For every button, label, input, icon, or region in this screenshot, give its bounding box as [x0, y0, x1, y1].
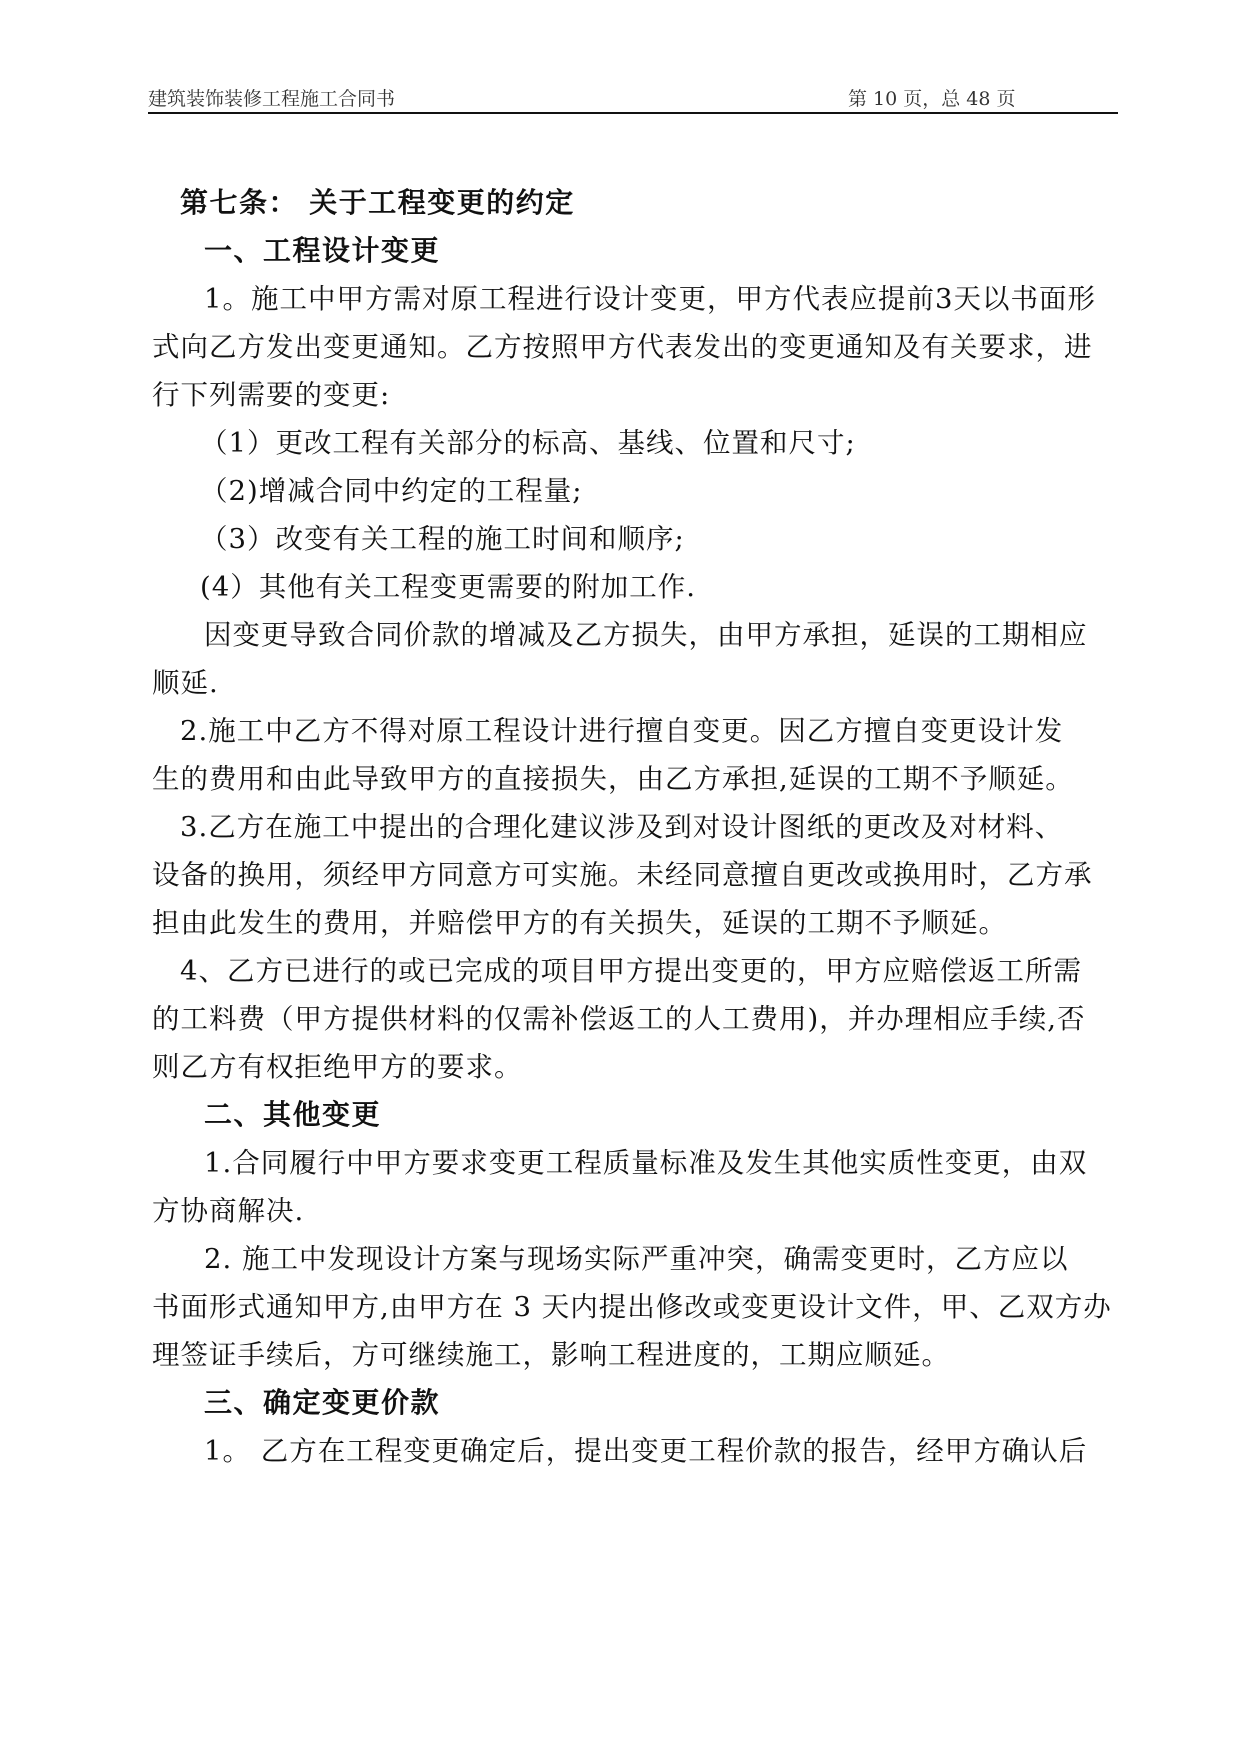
paragraph-line: 生的费用和由此导致甲方的直接损失，由乙方承担,延误的工期不予顺延。: [152, 763, 1074, 795]
paragraph-line: 1.合同履行中甲方要求变更工程质量标准及发生其他实质性变更，由双: [204, 1147, 1088, 1179]
paragraph-line: 理签证手续后，方可继续施工，影响工程进度的，工期应顺延。: [152, 1339, 950, 1371]
paragraph-line: 2.施工中乙方不得对原工程设计进行擅自变更。因乙方擅自变更设计发: [180, 715, 1064, 747]
paragraph-line: 担由此发生的费用，并赔偿甲方的有关损失，延误的工期不予顺延。: [152, 907, 1007, 939]
paragraph-line: 书面形式通知甲方,由甲方在 3 天内提出修改或变更设计文件，甲、乙双方办: [152, 1291, 1112, 1323]
paragraph-line: 行下列需要的变更:: [152, 379, 391, 411]
paragraph-line: 设备的换用，须经甲方同意方可实施。未经同意擅自更改或换用时，乙方承: [152, 859, 1093, 891]
page-header: [148, 84, 1118, 114]
paragraph-line: 式向乙方发出变更通知。乙方按照甲方代表发出的变更通知及有关要求，进: [152, 331, 1093, 363]
paragraph-line: 4、乙方已进行的或已完成的项目甲方提出变更的，甲方应赔偿返工所需: [180, 955, 1082, 987]
section-heading: 二、其他变更: [204, 1098, 382, 1131]
paragraph-line: 2. 施工中发现设计方案与现场实际严重冲突，确需变更时，乙方应以: [204, 1243, 1069, 1275]
document-title: 建筑装饰装修工程施工合同书: [148, 88, 396, 110]
paragraph-line: 3.乙方在施工中提出的合理化建议涉及到对设计图纸的更改及对材料、: [180, 811, 1064, 843]
paragraph-line: 因变更导致合同价款的增减及乙方损失，由甲方承担，延误的工期相应: [204, 619, 1088, 651]
list-item: （3）改变有关工程的施工时间和顺序;: [200, 523, 685, 555]
paragraph-line: 则乙方有权拒绝甲方的要求。: [152, 1051, 523, 1083]
paragraph-line: 1。施工中甲方需对原工程进行设计变更，甲方代表应提前3天以书面形: [204, 283, 1096, 315]
paragraph-line: 方协商解决.: [152, 1195, 305, 1227]
section-heading: 三、确定变更价款: [204, 1386, 441, 1419]
list-item: （2)增减合同中约定的工程量;: [200, 475, 583, 507]
paragraph-line: 的工料费（甲方提供材料的仅需补偿返工的人工费用)，并办理相应手续,否: [152, 1003, 1086, 1035]
paragraph-line: 顺延.: [152, 667, 219, 699]
list-item: (4）其他有关工程变更需要的附加工作.: [200, 571, 696, 603]
page-number: 第 10 页，总 48 页: [848, 88, 1016, 110]
article-heading: 第七条： 关于工程变更的约定: [180, 186, 575, 219]
list-item: （1）更改工程有关部分的标高、基线、位置和尺寸;: [200, 427, 856, 459]
section-heading: 一、工程设计变更: [204, 234, 441, 267]
paragraph-line: 1。 乙方在工程变更确定后，提出变更工程价款的报告，经甲方确认后: [204, 1435, 1088, 1467]
